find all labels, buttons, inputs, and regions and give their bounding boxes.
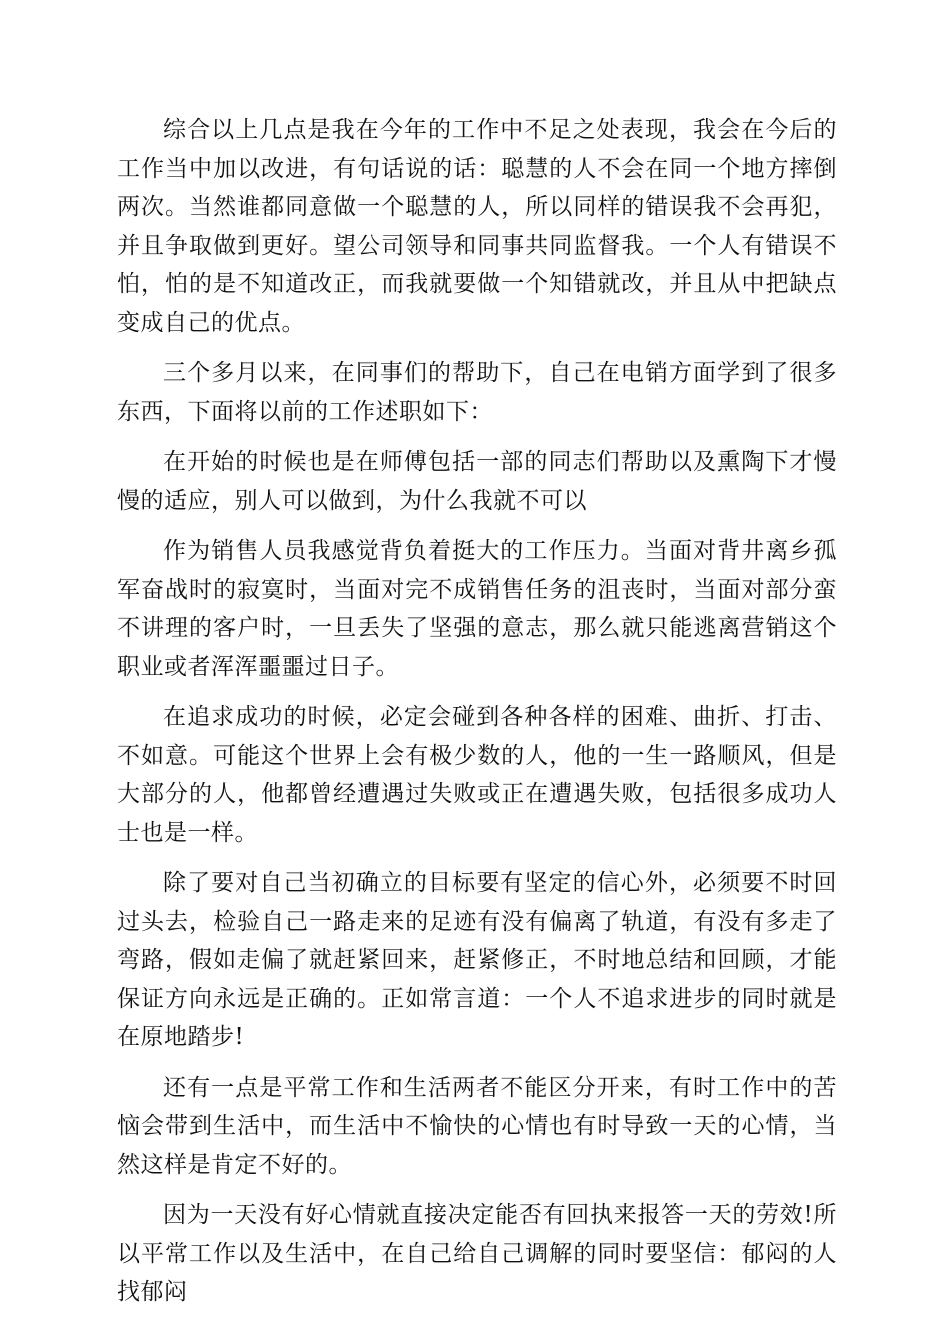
paragraph: 在追求成功的时候，必定会碰到各种各样的困难、曲折、打击、不如意。可能这个世界上会有极少数的人，他的一生一路顺风，但是大部分的人，他都曾经遭遇过失败或正在遭遇失败，包括很多成功人士也是一样。 <box>117 704 837 846</box>
paragraph: 除了要对自己当初确立的目标要有坚定的信心外，必须要不时回过头去，检验自己一路走来的足迹有没有偏离了轨道，有没有多走了弯路，假如走偏了就赶紧回来，赶紧修正，不时地总结和回顾，才能保证方向永远是正确的。正如常言道：一个人不追求进步的同时就是在原地踏步! <box>117 870 837 1050</box>
document-body <box>117 111 837 1324</box>
paragraph: 作为销售人员我感觉背负着挺大的工作压力。当面对背井离乡孤军奋战时的寂寞时，当面对完不成销售任务的沮丧时，当面对部分蛮不讲理的客户时，一旦丢失了坚强的意志，那么就只能逃离营销这个职业或者浑浑噩噩过日子。 <box>117 538 837 680</box>
paragraph: 三个多月以来，在同事们的帮助下，自己在电销方面学到了很多东西，下面将以前的工作述职如下： <box>117 360 837 425</box>
paragraph: 在开始的时候也是在师傅包括一部的同志们帮助以及熏陶下才慢慢的适应，别人可以做到，为什么我就不可以 <box>117 449 837 514</box>
paragraph: 还有一点是平常工作和生活两者不能区分开来，有时工作中的苦恼会带到生活中，而生活中不愉快的心情也有时导致一天的心情，当然这样是肯定不好的。 <box>117 1074 837 1178</box>
paragraph: 综合以上几点是我在今年的工作中不足之处表现，我会在今后的工作当中加以改进，有句话说的话：聪慧的人不会在同一个地方摔倒两次。当然谁都同意做一个聪慧的人，所以同样的错误我不会再犯，并且争取做到更好。望公司领导和同事共同监督我。一个人有错误不怕，怕的是不知道改正，而我就要做一个知错就改，并且从中把缺点变成自己的优点。 <box>117 117 837 336</box>
paragraph: 因为一天没有好心情就直接决定能否有回执来报答一天的劳效!所以平常工作以及生活中，在自己给自己调解的同时要坚信：郁闷的人找郁闷 <box>117 1202 837 1305</box>
